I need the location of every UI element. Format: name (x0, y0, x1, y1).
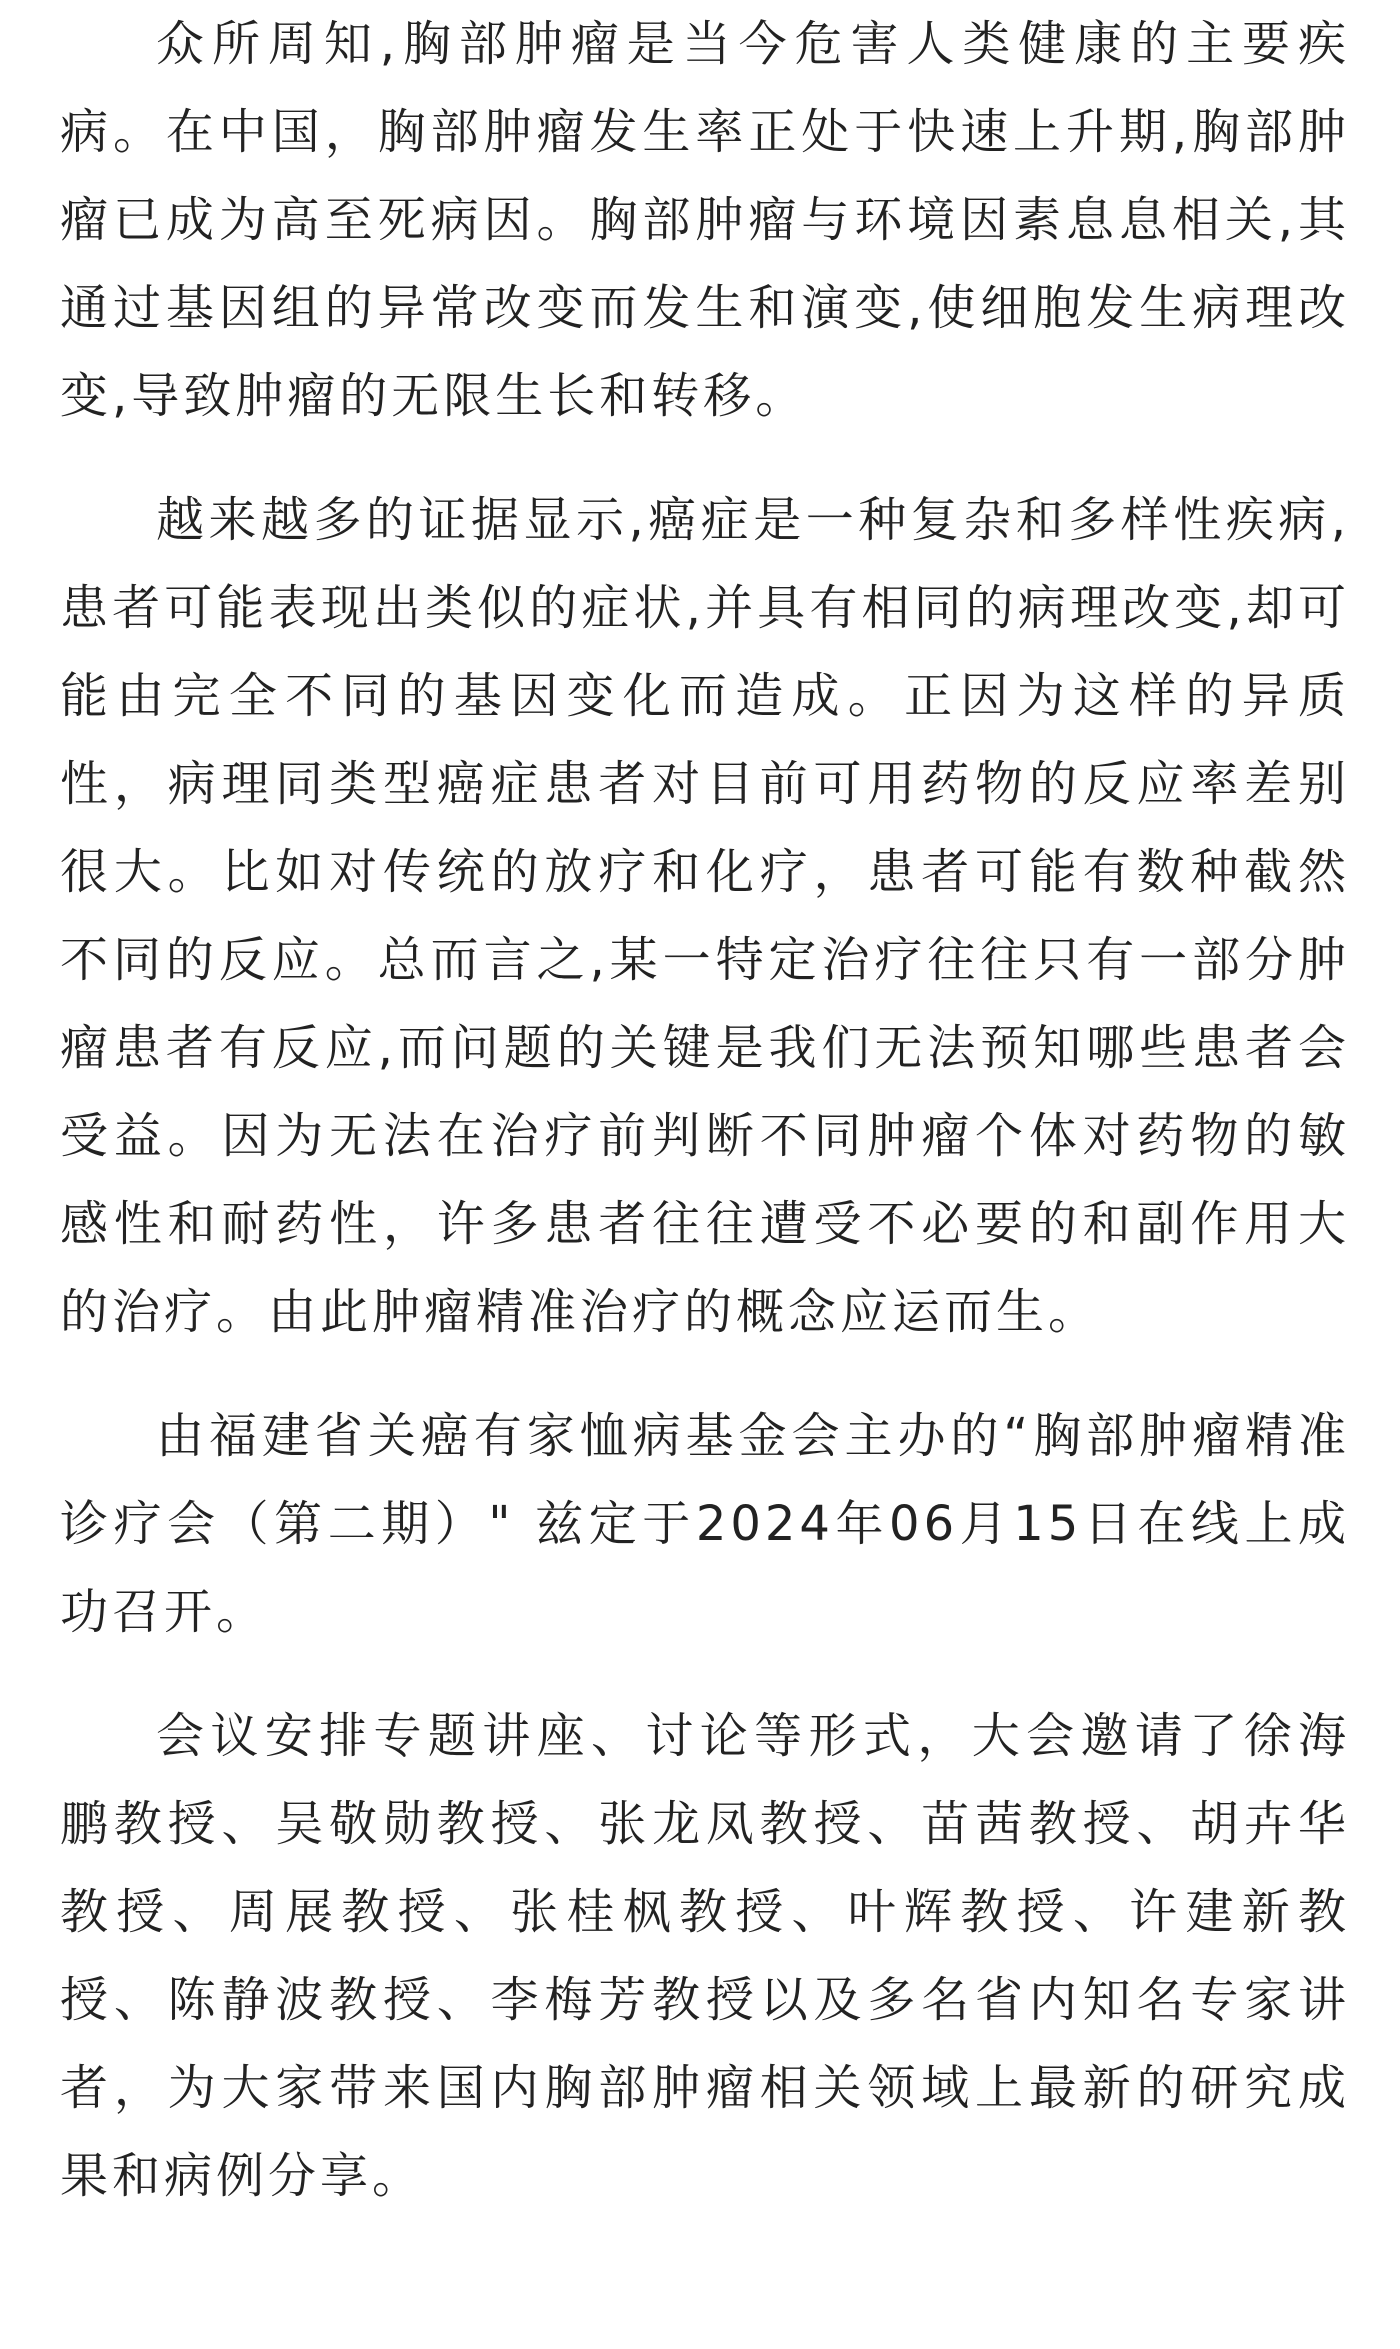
paragraph-announcement: 由福建省关癌有家恤病基金会主办的“胸部肿瘤精准诊疗会（第二期）" 兹定于2024年06月15日在线上成功召开。 (60, 1408, 1350, 1640)
paragraph-intro: 众所周知,胸部肿瘤是当今危害人类健康的主要疾病。在中国，胸部肿瘤发生率正处于快速上升期,胸部肿瘤已成为高至死病因。胸部肿瘤与环境因素息息相关,其通过基因组的异常改变而发生和演变,使细胞发生病理改变,导致肿瘤的无限生长和转移。 (60, 16, 1350, 424)
paragraph-speakers: 会议安排专题讲座、讨论等形式，大会邀请了徐海鹏教授、吴敬勋教授、张龙凤教授、苗茜教授、胡卉华教授、周展教授、张桂枫教授、叶辉教授、许建新教授、陈静波教授、李梅芳教授以及多名省内知名专家讲者，为大家带来国内胸部肿瘤相关领域上最新的研究成果和病例分享。 (60, 1708, 1350, 2204)
article-body (60, 0, 1350, 2220)
paragraph-evidence: 越来越多的证据显示,癌症是一种复杂和多样性疾病,患者可能表现出类似的症状,并具有相同的病理改变,却可能由完全不同的基因变化而造成。正因为这样的异质性，病理同类型癌症患者对目前可用药物的反应率差别很大。比如对传统的放疗和化疗，患者可能有数种截然不同的反应。总而言之,某一特定治疗往往只有一部分肿瘤患者有反应,而问题的关键是我们无法预知哪些患者会受益。因为无法在治疗前判断不同肿瘤个体对药物的敏感性和耐药性，许多患者往往遭受不必要的和副作用大的治疗。由此肿瘤精准治疗的概念应运而生。 (60, 492, 1350, 1340)
